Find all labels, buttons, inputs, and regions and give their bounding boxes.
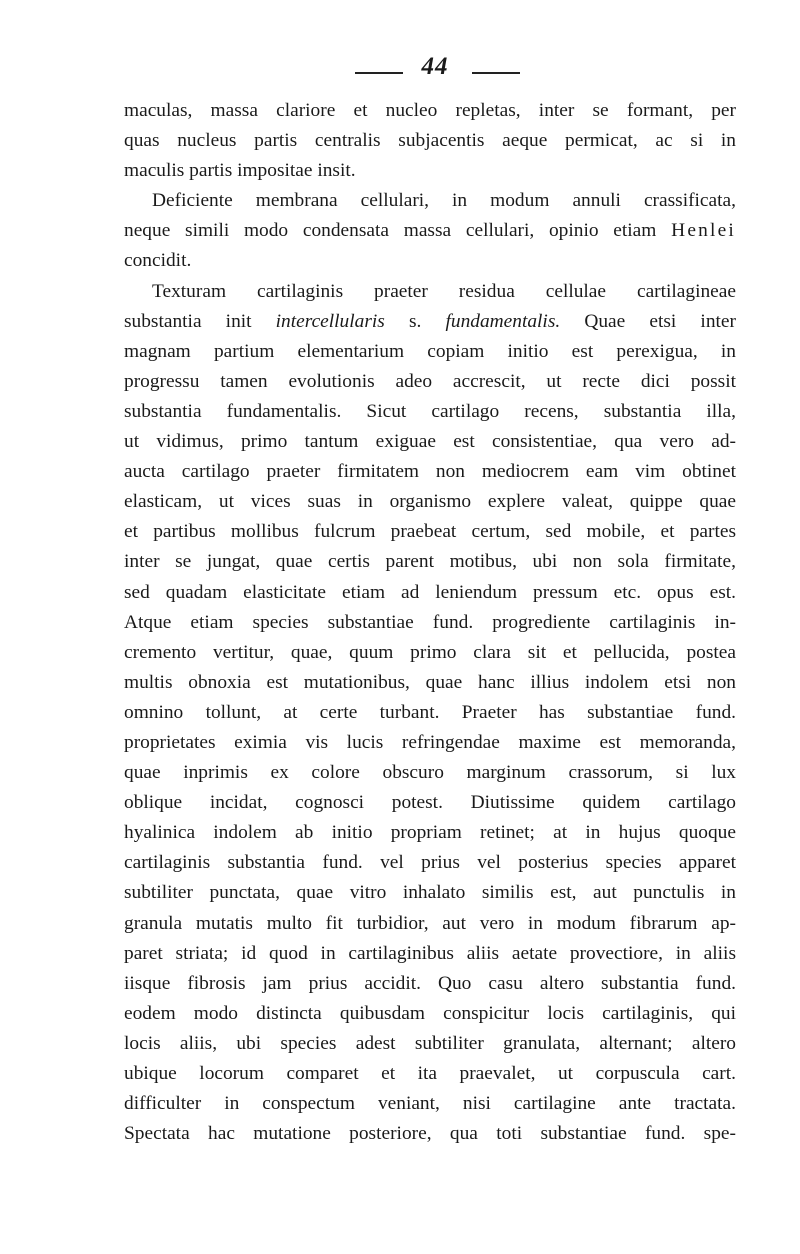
text-line: quae inprimis ex colore obscuro marginum crassorum, si lux — [124, 762, 736, 784]
text-line: oblique incidat, cognosci potest. Diutissime quidem cartilago — [124, 792, 736, 814]
text-line: cremento vertitur, quae, quum primo clara sit et pellucida, postea — [124, 641, 736, 663]
text-fragment: s. — [408, 310, 422, 332]
term-fundamentalis: fundamentalis. — [445, 310, 561, 332]
author-name-henle: Henlei — [671, 220, 736, 242]
text-line: maculis partis impositae insit. — [124, 160, 356, 182]
text-line: Texturam cartilaginis praeter residua cellulae cartilagineae — [152, 280, 736, 302]
text-fragment: substantia init — [124, 310, 252, 332]
text-line: et partibus mollibus fulcrum praebeat certum, sed mobile, et partes — [124, 521, 736, 543]
text-line: magnam partium elementarium copiam initio est perexigua, in — [124, 340, 736, 362]
page-header — [0, 53, 800, 92]
text-line: Deficiente membrana cellulari, in modum annuli crassificata, — [152, 190, 736, 212]
text-line: progressu tamen evolutionis adeo accrescit, ut recte dici possit — [124, 370, 736, 392]
text-line: sed quadam elasticitate etiam ad leniendum pressum etc. opus est. — [124, 581, 736, 603]
header-rule-right — [472, 72, 520, 74]
text-line: elasticam, ut vices suas in organismo explere valeat, quippe quae — [124, 491, 736, 513]
text-line: substantia fundamentalis. Sicut cartilago recens, substantia illa, — [124, 400, 736, 422]
text-line: paret striata; id quod in cartilaginibus aliis aetate provectiore, in aliis — [124, 942, 736, 964]
text-line: omnino tollunt, at certe turbant. Praeter has substantiae fund. — [124, 701, 736, 723]
text-line — [124, 307, 736, 337]
text-line: difficulter in conspectum veniant, nisi cartilagine ante tractata. — [124, 1093, 736, 1115]
text-line: concidit. — [124, 250, 192, 272]
text-line: inter se jungat, quae certis parent motibus, ubi non sola firmitate, — [124, 551, 736, 573]
text-line: granula mutatis multo fit turbidior, aut vero in modum fibrarum ap- — [124, 912, 736, 934]
text-line: cartilaginis substantia fund. vel prius vel posterius species apparet — [124, 852, 736, 874]
text-line: quas nucleus partis centralis subjacentis aeque permicat, ac si in — [124, 130, 736, 152]
text-line: ubique locorum comparet et ita praevalet, ut corpuscula cart. — [124, 1063, 736, 1084]
page-number: 44 — [421, 53, 449, 80]
text-line: maculas, massa clariore et nucleo repletas, inter se formant, per — [124, 100, 736, 121]
text-line: proprietates eximia vis lucis refringendae maxime est memoranda, — [124, 731, 736, 753]
text-line: aucta cartilago praeter firmitatem non mediocrem eam vim obtinet — [124, 461, 736, 483]
term-intercellularis: intercellularis — [275, 310, 385, 332]
text-line: Spectata hac mutatione posteriore, qua toti substantiae fund. spe- — [124, 1123, 736, 1145]
text-line: subtiliter punctata, quae vitro inhalato similis est, aut punctulis in — [124, 882, 736, 904]
text-line: ut vidimus, primo tantum exiguae est consistentiae, qua vero ad- — [124, 431, 736, 453]
text-fragment: Quae etsi inter — [584, 310, 736, 332]
header-rule-left — [355, 72, 403, 74]
text-line: Atque etiam species substantiae fund. progrediente cartilaginis in- — [124, 611, 736, 633]
text-line: eodem modo distincta quibusdam conspicitur locis cartilaginis, qui — [124, 1002, 736, 1024]
text-line: iisque fibrosis jam prius accidit. Quo casu altero substantia fund. — [124, 972, 736, 994]
text-line: locis aliis, ubi species adest subtiliter granulata, alternant; altero — [124, 1032, 736, 1054]
body-text — [124, 96, 736, 1149]
text-line — [124, 216, 736, 246]
text-line: multis obnoxia est mutationibus, quae hanc illius indolem etsi non — [124, 671, 736, 693]
text-fragment: neque simili modo condensata massa cellulari, opinio etiam — [124, 220, 657, 242]
text-line: hyalinica indolem ab initio propriam retinet; at in hujus quoque — [124, 822, 736, 844]
